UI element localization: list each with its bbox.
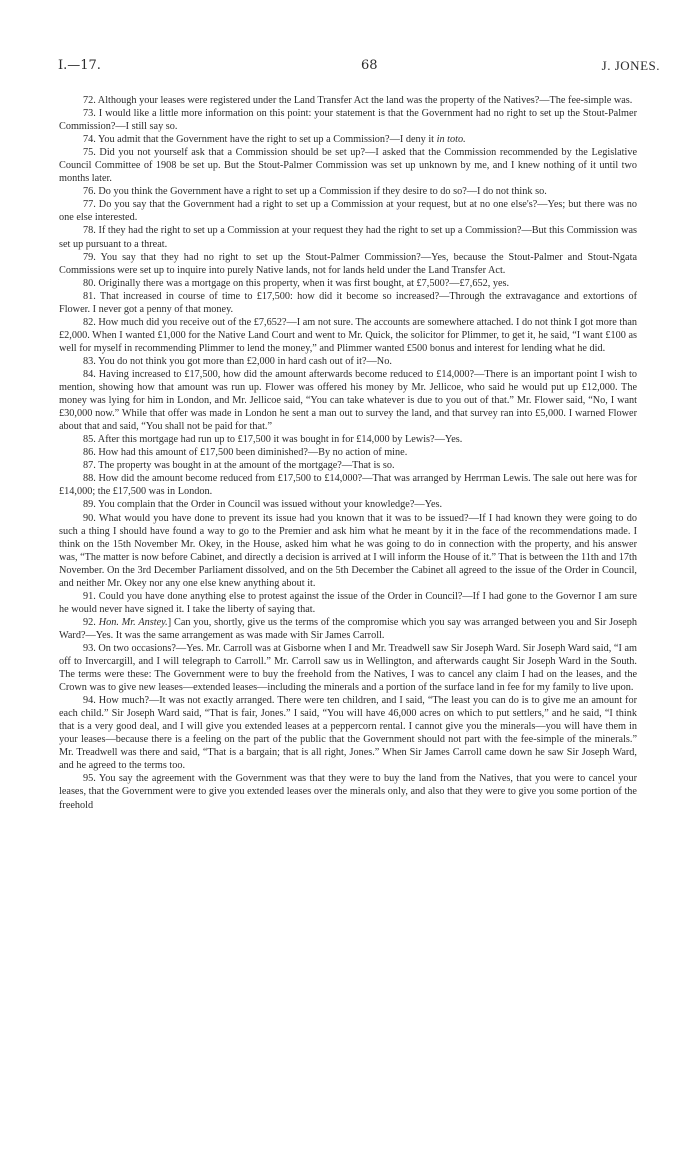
question-paragraph <box>59 772 637 811</box>
question-paragraph <box>59 107 637 133</box>
question-paragraph <box>59 642 637 694</box>
paragraph-text: 87. The property was bought in at the amount of the mortgage?—That is so. <box>83 460 395 472</box>
paragraph-text: 93. On two occasions?—Yes. Mr. Carroll was at Gisborne when I and Mr. Treadwell saw Sir Joseph Ward. Sir Joseph Ward said, “I am off to Invercargill, and I will telegraph to Carroll.” Mr. Carroll saw us in Wellington, and afterwards caught Sir Joseph Ward in the South. The terms were these: The Government were to buy the freehold from the Natives, I was to cancel any claim I had on the leases, and the Crown was to give new leases—extended leases—including the minerals and a portion of the surface land in fee for my family to live upon. <box>59 642 637 694</box>
paragraph-text: 94. How much?—It was not exactly arranged. There were ten children, and I said, “The least you can do is to give me an amount for each child.” Sir Joseph Ward said, “That is fair, Jones.” I said, “You will have 46,000 acres on which to put settlers,” and he said, “I think that is a very good deal, and I will give you extended leases at a peppercorn rental. I cannot give you the minerals—you will have them in your leases—because there is a feeling on the part of the public that the Government should not part with the fee-simple of the minerals.” Mr. Treadwell was there and said, “That is a bargain; that is all right, Jones.” When Sir James Carroll came down he saw Sir Joseph Ward, and he agreed to the terms too. <box>59 695 637 772</box>
transcript-body <box>59 94 637 812</box>
paragraph-text: 75. Did you not yourself ask that a Commission should be set up?—I asked that the Commission recommended by the Legislative Council Committee of 1908 be set up. But the Stout-Palmer Commission was set up unknown by me, and I knew nothing of it until two months later. <box>59 147 637 185</box>
paragraph-text: 82. How much did you receive out of the £7,652?—I am not sure. The accounts are somewhere attached. I do not think I got more than £2,000. When I wanted £1,000 for the Native Land Court and went to Mr. Quick, the solicitor for Plimmer, to get it, he said, “I want £100 as well for myself in recommending Plimmer to lend the money,” and Plimmer wanted £500 bonus and interest for lending what he did. <box>59 316 638 354</box>
paragraph-text: 78. If they had the right to set up a Commission at your request they had the right to set up a Commission?—But this Commission was set up pursuant to a threat. <box>59 225 637 250</box>
paragraph-text: 83. You do not think you got more than £2,000 in hard cash out of it?—No. <box>83 355 392 367</box>
paragraph-text: 72. Although your leases were registered under the Land Transfer Act the land was the property of the Natives?—The fee-simple was. <box>83 95 633 106</box>
paragraph-text: 80. Originally there was a mortgage on this property, when it was first bought, at £7,500?—£7,652, yes. <box>83 277 510 289</box>
question-paragraph <box>59 290 637 316</box>
question-paragraph <box>59 94 637 107</box>
paragraph-text: 91. Could you have done anything else to protest against the issue of the Order in Council?—If I had gone to the Governor I am sure he would never have signed it. I take the liberty of saying that. <box>59 590 637 615</box>
question-paragraph <box>59 459 637 472</box>
question-number: 92. <box>83 616 99 628</box>
question-paragraph <box>59 590 637 616</box>
paragraph-text: ] Can you, shortly, give us the terms of the compromise which you say was arranged between you and Sir Joseph Ward?—Yes. It was the same arrangement as was made with Sir James Carroll. <box>59 616 638 641</box>
page-header <box>58 58 660 82</box>
document-reference: I.—17. <box>58 58 101 73</box>
paragraph-text: 74. You admit that the Government have the right to set up a Commission?—I deny it <box>83 134 437 146</box>
question-paragraph <box>59 198 637 224</box>
paragraph-text: 85. After this mortgage had run up to £17,500 it was bought in for £14,000 by Lewis?—Yes. <box>83 434 463 446</box>
question-paragraph <box>59 277 637 290</box>
page-number: 68 <box>361 58 378 73</box>
paragraph-text: 73. I would like a little more information on this point: your statement is that the Government had no right to set up the Stout-Palmer Commission?—I still say so. <box>59 108 637 133</box>
question-paragraph <box>59 146 637 185</box>
question-paragraph <box>59 616 637 642</box>
question-paragraph <box>59 133 637 146</box>
question-paragraph <box>59 355 637 368</box>
paragraph-text: 76. Do you think the Government have a right to set up a Commission if they desire to do so?—I do not think so. <box>83 186 547 198</box>
italic-phrase: in toto. <box>436 134 466 146</box>
question-paragraph <box>59 224 637 250</box>
paragraph-text: 95. You say the agreement with the Government was that they were to buy the land from the Natives, that you were to cancel your leases, that the Government were to give you extended leases over the minerals only, and also that they were to give you some portion of the freehold <box>59 773 637 811</box>
question-paragraph <box>59 251 637 277</box>
paragraph-text: 86. How had this amount of £17,500 been diminished?—By no action of mine. <box>83 447 408 459</box>
witness-name: J. JONES. <box>601 58 660 73</box>
speaker-name: Hon. Mr. Anstey. <box>98 616 168 628</box>
question-paragraph <box>59 694 637 772</box>
paragraph-text: 77. Do you say that the Government had a right to set up a Commission at your request, but at no one else's?—Yes; but there was no one else interested. <box>59 199 637 224</box>
paragraph-text: 88. How did the amount become reduced from £17,500 to £14,000?—That was arranged by Herrman Lewis. The sale out here was for £14,000; the £17,500 was in London. <box>59 473 637 498</box>
question-paragraph <box>59 368 637 433</box>
question-paragraph <box>59 185 637 198</box>
paragraph-text: 84. Having increased to £17,500, how did the amount afterwards become reduced to £14,000?—There is an important point I wish to mention, showing how that amount was run up. Flower was offered his money by Mr. Jellicoe, who said he would put up £12,000. The money was lying for him in London, and Mr. Jellicoe said, “You can take whatever is due to you out of that.” Mr. Flower said, “No, I want £30,000 now.” While that offer was made in London he sent a man out to survey the land, and that survey ran into £5,000. I warned Flower about that and said, “You shall not be paid for that.” <box>59 368 637 433</box>
question-paragraph <box>59 512 637 590</box>
question-paragraph <box>59 446 637 459</box>
paragraph-text: 90. What would you have done to prevent its issue had you known that it was to be issued?—If I had known they were going to do such a thing I should have found a way to go to the Premier and ask him what he meant by it in the face of the recommendations made. I think on the 15th November Mr. Okey, in the House, asked him what he was going to do in connection with the property, and his answer was, “The matter is now before Cabinet, and directly a decision is arrived at I will inform the House of it.” That is between the 11th and 17th November. On the 3rd December Parliament dissolved, and on the 5th December the Cabinet all agreed to the issue of the Order in Council, and neither Mr. Okey nor any one else knew anything about it. <box>59 512 637 589</box>
paragraph-text: 79. You say that they had no right to set up the Stout-Palmer Commission?—Yes, because the Stout-Palmer and Stout-Ngata Commissions were set up to inquire into purely Native lands, not for lands held under the Land Transfer Act. <box>59 251 637 276</box>
question-paragraph <box>59 316 637 355</box>
question-paragraph <box>59 433 637 446</box>
paragraph-text: 89. You complain that the Order in Council was issued without your knowledge?—Yes. <box>83 499 443 511</box>
question-paragraph <box>59 472 637 498</box>
paragraph-text: 81. That increased in course of time to £17,500: how did it become so increased?—Through the extravagance and extortions of Flower. I never got a penny of that money. <box>59 290 637 315</box>
question-paragraph <box>59 498 637 511</box>
